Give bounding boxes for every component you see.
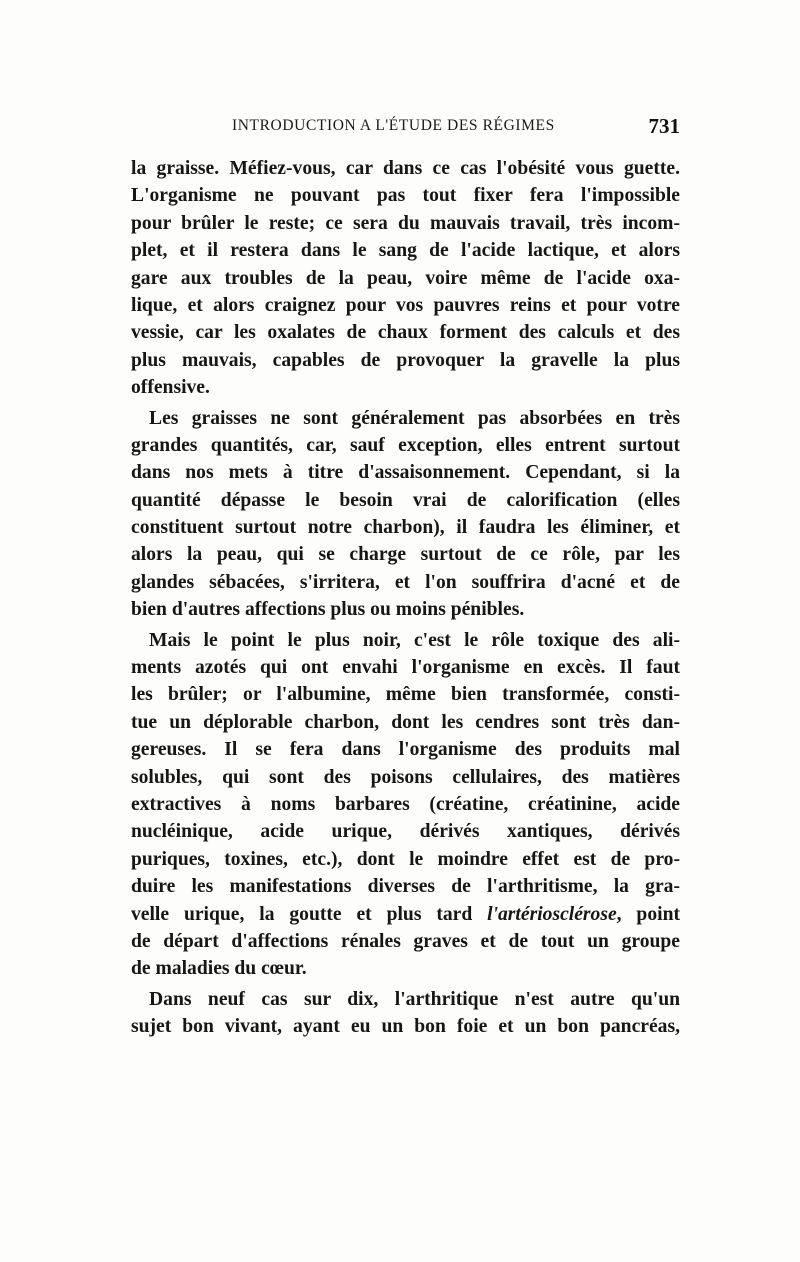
text-line: ments azotés qui ont envahi l'organisme en excès. Il faut [131, 657, 680, 679]
text-line: la graisse. Méfiez-vous, car dans ce cas l'obésité vous guette. [131, 158, 680, 179]
text-line: constituent surtout notre charbon), il faudra les éliminer, et [131, 517, 680, 539]
text-line: grandes quantités, car, sauf exception, elles entrent surtout [131, 434, 680, 456]
paragraph-1 [131, 155, 680, 402]
running-title: INTRODUCTION A L'ÉTUDE DES RÉGIMES [232, 117, 555, 134]
text-line: de maladies du cœur. [131, 958, 307, 980]
running-head [131, 114, 680, 143]
text-line: de départ d'affections rénales graves et de tout un groupe [131, 930, 680, 952]
text-line: solubles, qui sont des poisons cellulaires, des matières [131, 766, 680, 788]
text-line: vessie, car les oxalates de chaux forment des calculs et des [131, 322, 680, 344]
paragraph-4 [131, 986, 680, 1041]
paragraph-2 [131, 405, 680, 624]
text-line: puriques, toxines, etc.), dont le moindre effet est de pro- [131, 848, 680, 870]
text-line: lique, et alors craignez pour vos pauvres reins et pour votre [131, 294, 680, 316]
text-line: quantité dépasse le besoin vrai de calorification (elles [131, 489, 680, 511]
italic-term: l'artériosclérose [487, 903, 617, 925]
text-line: les brûler; or l'albumine, même bien transformée, consti- [131, 684, 680, 706]
text-line: Mais le point le plus noir, c'est le rôle toxique des ali- [149, 629, 680, 651]
text-line: L'organisme ne pouvant pas tout fixer fera l'impossible [131, 185, 680, 207]
text-line: duire les manifestations diverses de l'arthritisme, la gra- [131, 876, 680, 898]
text-line: nucléinique, acide urique, dérivés xantiques, dérivés [131, 821, 680, 843]
text-line: glandes sébacées, s'irritera, et l'on souffrira d'acné et de [131, 571, 680, 593]
text-line: bien d'autres affections plus ou moins pénibles. [131, 599, 525, 621]
paragraph-3 [131, 627, 680, 983]
page-number: 731 [648, 114, 680, 138]
text-line: Dans neuf cas sur dix, l'arthritique n'est autre qu'un [149, 988, 680, 1010]
text-line: pour brûler le reste; ce sera du mauvais travail, très incom- [131, 212, 680, 234]
text-line: tue un déplorable charbon, dont les cendres sont très dan- [131, 711, 680, 733]
text-line: dans nos mets à titre d'assaisonnement. Cependant, si la [131, 462, 680, 484]
text-line: sujet bon vivant, ayant eu un bon foie et un bon pancréas, [131, 1016, 680, 1038]
text-segment: , point [616, 903, 680, 925]
text-line: extractives à noms barbares (créatine, créatinine, acide [131, 793, 680, 815]
text-segment: velle urique, la goutte et plus tard [131, 903, 488, 925]
text-line: Les graisses ne sont généralement pas absorbées en très [149, 407, 680, 429]
body-text [131, 155, 680, 1041]
text-line: plet, et il restera dans le sang de l'acide lactique, et alors [131, 240, 680, 262]
text-line: offensive. [131, 377, 210, 399]
text-line: gereuses. Il se fera dans l'organisme des produits mal [131, 739, 680, 761]
text-line: gare aux troubles de la peau, voire même de l'acide oxa- [131, 267, 680, 289]
text-line: plus mauvais, capables de provoquer la gravelle la plus [131, 349, 680, 371]
text-line-with-italic [131, 901, 680, 928]
text-line: alors la peau, qui se charge surtout de ce rôle, par les [131, 544, 680, 566]
